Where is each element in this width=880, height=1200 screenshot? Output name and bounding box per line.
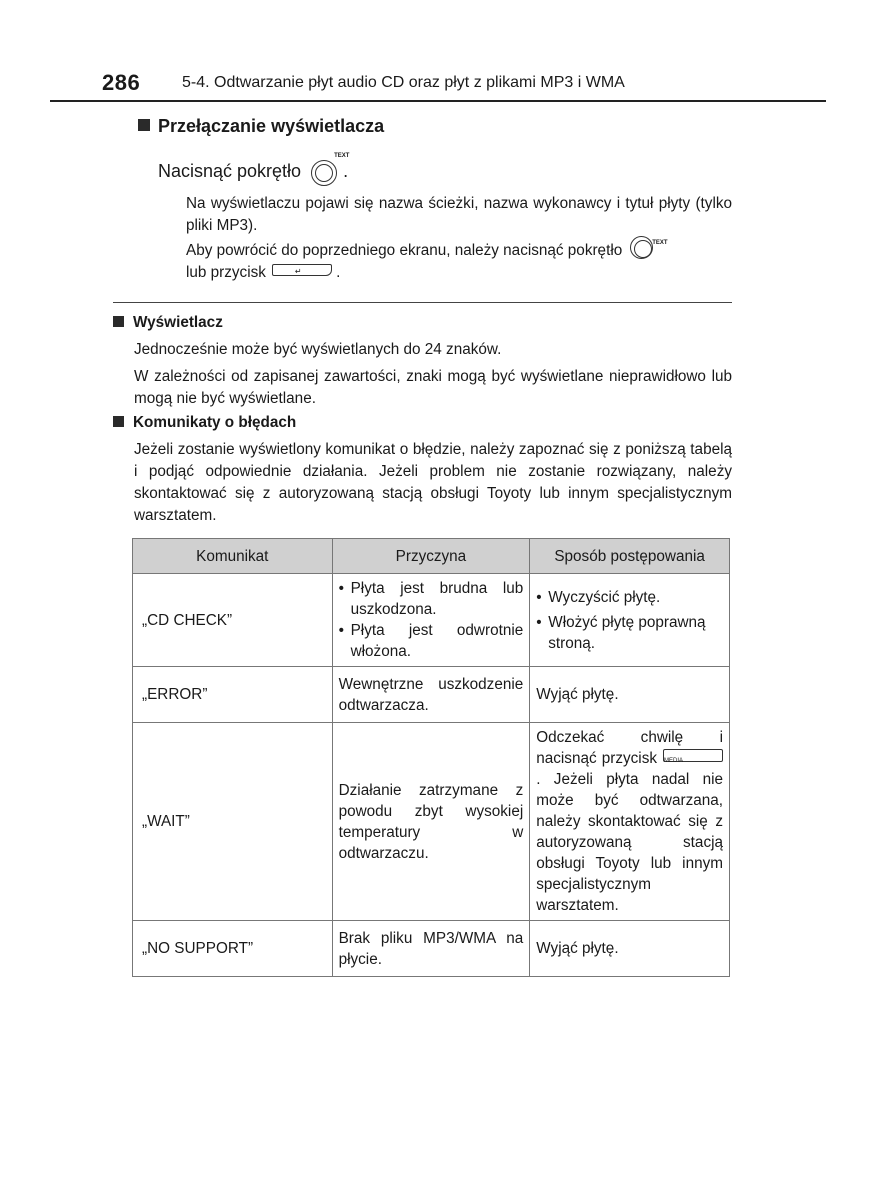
action-cell <box>530 574 730 667</box>
action-text-2: . Jeżeli płyta nadal nie może być odtwarzana, należy skontaktować się z autoryzowaną stacją obsługi Toyoty lub innym specjalistycznym warsztatem. <box>536 771 723 914</box>
table-row <box>133 667 730 723</box>
message-cell: „NO SUPPORT” <box>133 921 333 977</box>
table-header-row <box>133 539 730 574</box>
header-cause: Przyczyna <box>332 539 530 574</box>
text-knob-icon-small <box>628 240 668 262</box>
errors-para: Jeżeli zostanie wyświetlony komunikat o błędzie, należy zapoznać się z poniższą tabelą i podjąć odpowiednie działania. Jeżeli problem nie zostanie rozwiązany, należy skontaktować się z autoryzowaną stacją obsługi Toyoty lub innym specjalistycznym warsztatem. <box>134 441 732 524</box>
message-cell: „CD CHECK” <box>133 574 333 667</box>
media-button-icon <box>663 749 723 762</box>
heading-display <box>113 314 223 332</box>
heading-display-text: Wyświetlacz <box>133 314 223 331</box>
action-item: • Włożyć płytę poprawną stroną. <box>536 612 723 654</box>
paragraph-display-info: Na wyświetlaczu pojawi się nazwa ścieżki, nazwa wykonawcy i tytuł płyty (tylko pliki MP3). <box>186 195 732 234</box>
page-number: 286 <box>102 70 141 95</box>
action-cell <box>530 723 730 921</box>
knob-label: TEXT <box>334 153 350 159</box>
section-title: 5-4. Odtwarzanie płyt audio CD oraz płyt z plikami MP3 i WMA <box>182 74 625 91</box>
return-line-2 <box>186 262 732 284</box>
heading-square-icon <box>113 316 124 327</box>
paragraph-return <box>186 240 732 284</box>
cause-item: • Płyta jest brudna lub uszkodzona. <box>339 578 524 620</box>
return-line-1 <box>186 240 732 262</box>
heading-error-messages-text: Komunikaty o błędach <box>133 414 297 431</box>
action-cell: Wyjąć płytę. <box>530 667 730 723</box>
error-messages-table <box>132 538 730 977</box>
media-button-label: MEDIA <box>664 758 684 764</box>
message-cell: „WAIT” <box>133 723 333 921</box>
table-row <box>133 574 730 667</box>
header-message: Komunikat <box>133 539 333 574</box>
heading-square-icon <box>113 416 124 427</box>
knob-label-small: TEXT <box>652 240 668 246</box>
heading-switch-display-text: Przełączanie wyświetlacza <box>158 116 385 136</box>
section-rule <box>113 302 732 303</box>
heading-square-icon <box>138 119 150 131</box>
step-text: Nacisnąć pokrętło <box>158 160 302 181</box>
step-end: . <box>343 160 349 181</box>
heading-error-messages <box>113 414 296 432</box>
header-action: Sposób postępowania <box>530 539 730 574</box>
return-end: . <box>336 264 341 282</box>
text-knob-icon <box>309 153 350 188</box>
message-cell: „ERROR” <box>133 667 333 723</box>
display-para-1: Jednocześnie może być wyświetlanych do 24 znaków. <box>134 341 502 358</box>
cause-cell: Działanie zatrzymane z powodu zbyt wysokiej temperatury w odtwarzaczu. <box>332 723 530 921</box>
return-line-2-text: lub przycisk <box>186 264 266 282</box>
cause-cell <box>332 574 530 667</box>
back-button-icon: ↵ <box>272 264 332 276</box>
display-para-2: W zależności od zapisanej zawartości, znaki mogą być wyświetlane nieprawidłowo lub mogą nie być wyświetlane. <box>134 368 732 407</box>
action-item: • Wyczyścić płytę. <box>536 587 723 608</box>
table-row <box>133 921 730 977</box>
cause-cell: Brak pliku MP3/WMA na płycie. <box>332 921 530 977</box>
action-cell: Wyjąć płytę. <box>530 921 730 977</box>
step-instruction <box>158 153 350 188</box>
table-row <box>133 723 730 921</box>
cause-item: • Płyta jest odwrotnie włożona. <box>339 620 524 662</box>
action-text-1: Odczekać chwilę i nacisnąć przycisk <box>536 729 723 767</box>
heading-switch-display <box>138 116 384 137</box>
return-line-1-text: Aby powrócić do poprzedniego ekranu, należy nacisnąć pokrętło <box>186 242 623 260</box>
cause-cell: Wewnętrzne uszkodzenie odtwarzacza. <box>332 667 530 723</box>
header-rule <box>50 100 826 102</box>
